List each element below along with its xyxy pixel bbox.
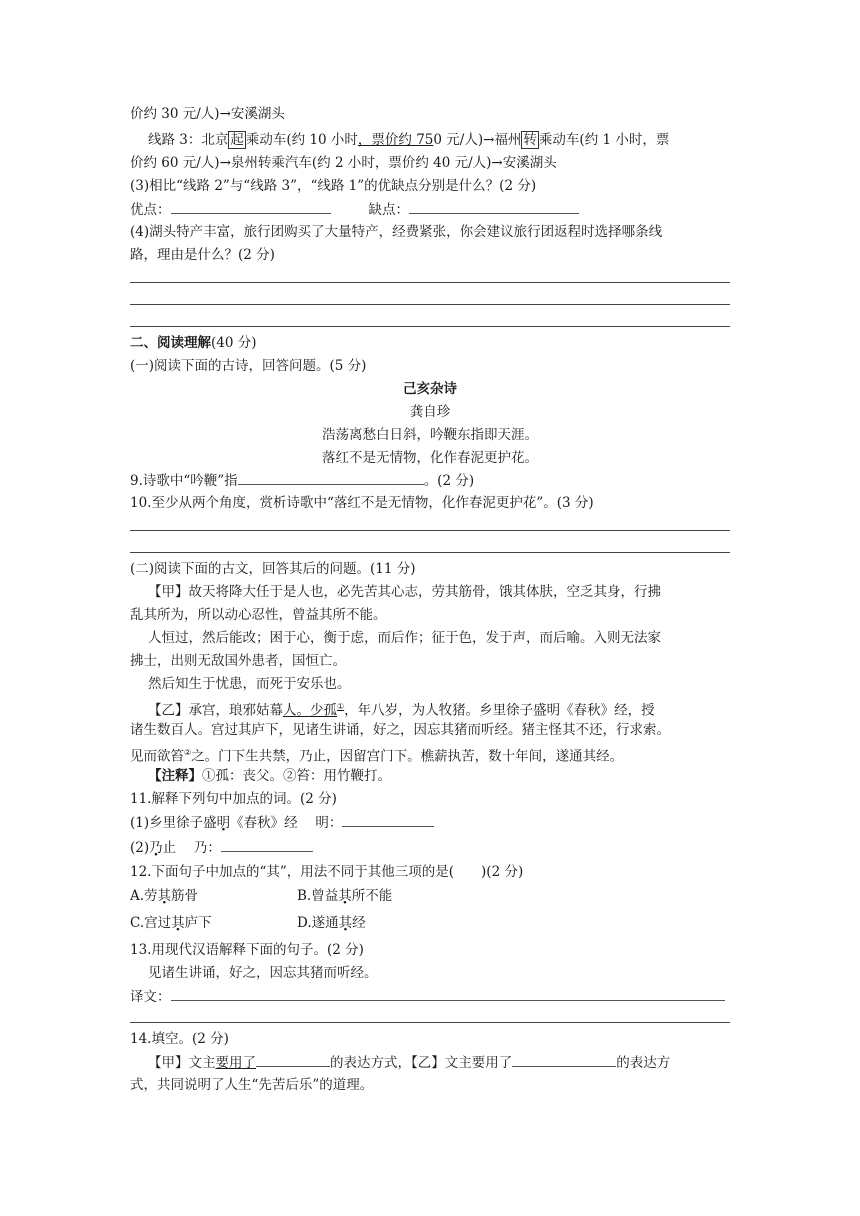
question-14-line-2: 式，共同说明了人生“先苦后乐”的道理。	[130, 1077, 374, 1093]
boxed-char-qi: 起	[230, 132, 244, 148]
q13-sentence: 见诸生讲诵，好之，因忘其猪而听经。	[148, 965, 378, 981]
answer-line[interactable]	[130, 1022, 730, 1023]
poem-line: 浩荡离愁白日斜，吟鞭东指即天涯。	[322, 427, 538, 443]
part-2-intro: (二)阅读下面的古文，回答其后的问题。(11 分)	[130, 561, 416, 577]
annotation: 【注释】①孤：丧父。②笞：用竹鞭打。	[148, 768, 391, 784]
option-c[interactable]: C.宫过其庐下	[130, 915, 212, 931]
q11-1-answer-blank[interactable]	[342, 812, 434, 827]
route-line-1: 价约 30 元/人)→安溪湖头	[130, 106, 285, 122]
pros-label: 优点：	[130, 202, 171, 218]
question-4-line-1: (4)湖头特产丰富，旅行团购买了大量特产，经费紧张，你会建议旅行团返程时选择哪条线	[130, 224, 663, 240]
option-d[interactable]: D.遂通其经	[297, 915, 366, 931]
option-b[interactable]: B.曾益其所不能	[297, 888, 393, 904]
dotted-char: 乃	[149, 840, 163, 856]
passage-jia-line: 【甲】故天将降大任于是人也，必先苦其心志，劳其筋骨，饿其体肤，空乏其身，行拂	[148, 584, 661, 600]
question-11-2: (2)乃止 乃：	[130, 837, 313, 858]
question-11: 11.解释下列句中加点的词。(2 分)	[130, 791, 337, 807]
passage-jia-line: 人恒过，然后能改；困于心，衡于虑，而后作；征于色，发于声，而后喻。入则无法家	[148, 630, 661, 646]
q11-2-answer-blank[interactable]	[221, 837, 313, 852]
question-3: (3)相比“线路 2”与“线路 3”，“线路 1”的优缺点分别是什么？(2 分)	[130, 178, 537, 194]
question-9: 9.诗歌中“吟鞭”指 。(2 分)	[130, 470, 474, 491]
route-line-3: 价约 60 元/人)→泉州转乘汽车(约 2 小时，票价约 40 元/人)→安溪湖头	[130, 155, 557, 171]
dotted-char: 其	[171, 915, 185, 931]
question-12: 12.下面句子中加点的“其”，用法不同于其他三项的是( )(2 分)	[130, 864, 524, 880]
answer-line[interactable]	[130, 326, 730, 327]
section-2-heading: 二、阅读理解(40 分)	[130, 335, 257, 351]
translation-row: 译文：	[130, 986, 725, 1007]
boxed-char-zhuan: 转	[523, 132, 537, 148]
question-4-line-2: 路，理由是什么？(2 分)	[130, 247, 275, 263]
q9-answer-blank[interactable]	[238, 470, 424, 485]
pros-cons-row	[130, 199, 579, 220]
part-1-intro: (一)阅读下面的古诗，回答问题。(5 分)	[130, 358, 367, 374]
passage-yi-line: 【乙】承宫，琅邪姑幕人。少孤①，年八岁，为人牧猪。乡里徐子盛明《春秋》经，授	[148, 702, 655, 719]
passage-yi-line: 诸生数百人。宫过其庐下，见诸生讲诵，好之，因忘其猪而听经。猪主怪其不还，行求索。	[130, 722, 670, 738]
cons-label: 缺点：	[368, 202, 409, 218]
question-13: 13.用现代汉语解释下面的句子。(2 分)	[130, 942, 364, 958]
question-14-line-1: 【甲】文主要用了 的表达方式，【乙】文主要用了 的表达方	[148, 1052, 670, 1073]
passage-yi-line: 见而欲笞②之。门下生共禁，乃止，因留宫门下。樵薪执苦，数十年间，遂通其经。	[130, 748, 624, 765]
route-3-line: 线路 3：北京 起 乘动车(约 10 小时，票价约 750 元/人)→福州 转 乘动车(约 1 小时，票	[148, 132, 670, 148]
pros-answer-blank[interactable]	[171, 199, 331, 214]
q14-answer-blank-1[interactable]	[256, 1052, 330, 1067]
answer-line[interactable]	[130, 282, 730, 283]
answer-line[interactable]	[130, 530, 730, 531]
answer-line[interactable]	[130, 304, 730, 305]
option-a[interactable]: A.劳其筋骨	[130, 888, 199, 904]
passage-jia-line: 拂士，出则无敌国外患者，国恒亡。	[130, 653, 346, 669]
question-14: 14.填空。(2 分)	[130, 1031, 229, 1047]
dotted-char: 其	[338, 888, 352, 904]
answer-line[interactable]	[130, 552, 730, 553]
poem-line: 落红不是无情物，化作春泥更护花。	[322, 450, 538, 466]
poem-title: 己亥杂诗	[403, 381, 457, 397]
passage-jia-line: 然后知生于忧患，而死于安乐也。	[148, 676, 351, 692]
poem-author: 龚自珍	[409, 404, 451, 420]
q14-answer-blank-2[interactable]	[512, 1052, 616, 1067]
cons-answer-blank[interactable]	[409, 199, 579, 214]
dotted-char: 明	[216, 815, 231, 831]
dotted-char: 其	[157, 888, 172, 904]
question-10: 10.至少从两个角度，赏析诗歌中“落红不是无情物，化作春泥更护花”。(3 分)	[130, 495, 594, 511]
passage-jia-line: 乱其所为，所以动心忍性，曾益其所不能。	[130, 607, 387, 623]
question-11-1: (1)乡里徐子盛明《春秋》经 明：	[130, 812, 434, 833]
translation-answer-blank[interactable]	[171, 986, 725, 1001]
dotted-char: 其	[338, 915, 353, 931]
